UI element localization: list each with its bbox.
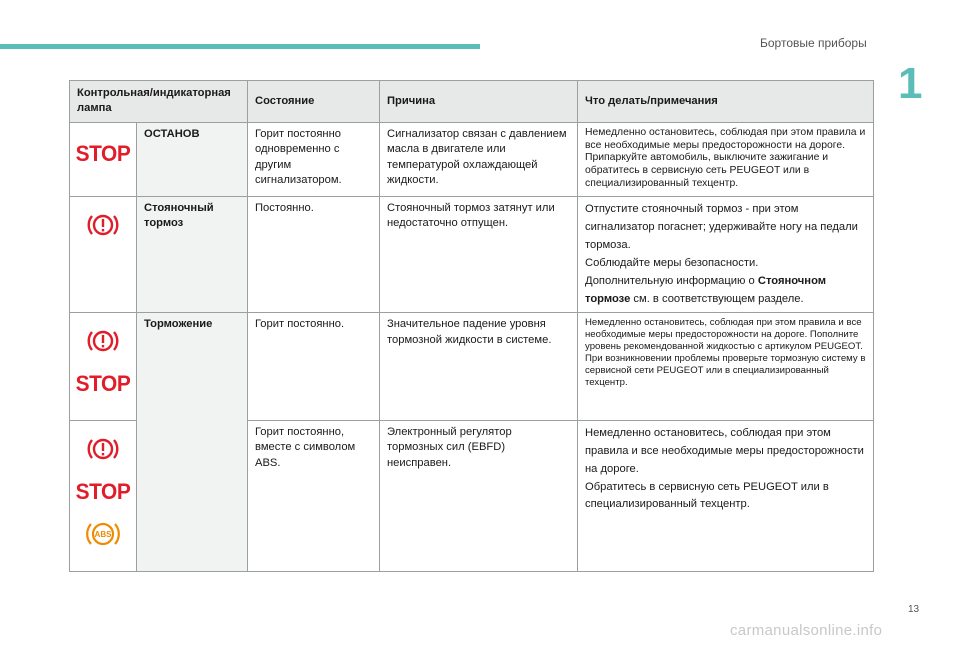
row-icon-cell xyxy=(70,122,137,196)
action-paragraph: Дополнительную информацию о Стояночном тормозе см. в соответствующем разделе. xyxy=(585,274,827,305)
warning-lamps-table xyxy=(69,80,874,572)
lamp-name: Стояночный тормоз xyxy=(137,196,248,313)
row-icon-cell xyxy=(70,196,137,313)
watermark: carmanualsonline.info xyxy=(730,622,883,639)
table-row xyxy=(70,196,874,313)
row-icon-cell xyxy=(70,420,137,571)
lamp-state: Горит постоянно, вместе с символом ABS. xyxy=(248,420,380,571)
abs-icon-label: ABS xyxy=(94,530,112,540)
action-paragraph: Соблюдайте меры безопасности. xyxy=(585,256,759,269)
lamp-state: Горит постоянно. xyxy=(248,313,380,420)
table-row xyxy=(70,122,874,196)
header-lamp: Контрольная/индикаторная лампа xyxy=(70,81,248,123)
lamp-action xyxy=(578,420,874,571)
section-title: Бортовые приборы xyxy=(760,36,867,50)
lamp-action: Немедленно остановитесь, соблюдая при этом правила и все необходимые меры предосторожности на дороге. Пополните уровень рекомендованной жидкостью с артикулом PEUGEOT. При возникновении проблемы проверьте тормозную систему в сервисной сети PEUGEOT или в специализированный техцентр. xyxy=(578,313,874,420)
stop-icon: STOP xyxy=(75,140,131,166)
brake-warning-icon xyxy=(87,211,119,239)
page-number: 13 xyxy=(908,604,920,615)
header-state: Состояние xyxy=(248,81,380,123)
chapter-number: 1 xyxy=(898,59,923,108)
lamp-cause: Стояночный тормоз затянут или недостаточно отпущен. xyxy=(380,196,578,313)
abs-warning-icon xyxy=(85,519,121,549)
table-header-row xyxy=(70,81,874,123)
brake-warning-icon xyxy=(87,327,119,355)
lamp-name: Торможение xyxy=(137,313,248,572)
lamp-action: Немедленно остановитесь, соблюдая при этом правила и все необходимые меры предосторожности на дороге. Припаркуйте автомобиль, выключите зажигание и обратитесь в сервисную сеть PEUGEOT или в специализированный техцентр. xyxy=(578,122,874,196)
parking-brake-ref: Стояночном тормозе xyxy=(585,274,827,305)
lamp-cause: Электронный регулятор тормозных сил (EBFD) неисправен. xyxy=(380,420,578,571)
lamp-action xyxy=(578,196,874,313)
action-paragraph: Отпустите стояночный тормоз - при этом сигнализатор погаснет; удерживайте ногу на педали тормоза. xyxy=(585,202,858,251)
lamp-state: Постоянно. xyxy=(248,196,380,313)
brake-warning-icon xyxy=(87,435,119,463)
header-action: Что делать/примечания xyxy=(578,81,874,123)
action-paragraph: Немедленно остановитесь, соблюдая при этом правила и все необходимые меры предосторожности на дороге. xyxy=(585,426,864,475)
lamp-cause: Значительное падение уровня тормозной жидкости в системе. xyxy=(380,313,578,420)
header-cause: Причина xyxy=(380,81,578,123)
stop-icon: STOP xyxy=(75,478,131,504)
action-paragraph: Обратитесь в сервисную сеть PEUGEOT или в специализированный техцентр. xyxy=(585,480,829,511)
row-icon-cell xyxy=(70,313,137,420)
lamp-cause: Сигнализатор связан с давлением масла в двигателе или температурой охлаждающей жидкости. xyxy=(380,122,578,196)
lamp-state: Горит постоянно одновременно с другим сигнализатором. xyxy=(248,122,380,196)
header-accent-bar xyxy=(0,44,480,49)
lamp-name: ОСТАНОВ xyxy=(137,122,248,196)
table-row xyxy=(70,313,874,420)
stop-icon: STOP xyxy=(75,371,131,397)
